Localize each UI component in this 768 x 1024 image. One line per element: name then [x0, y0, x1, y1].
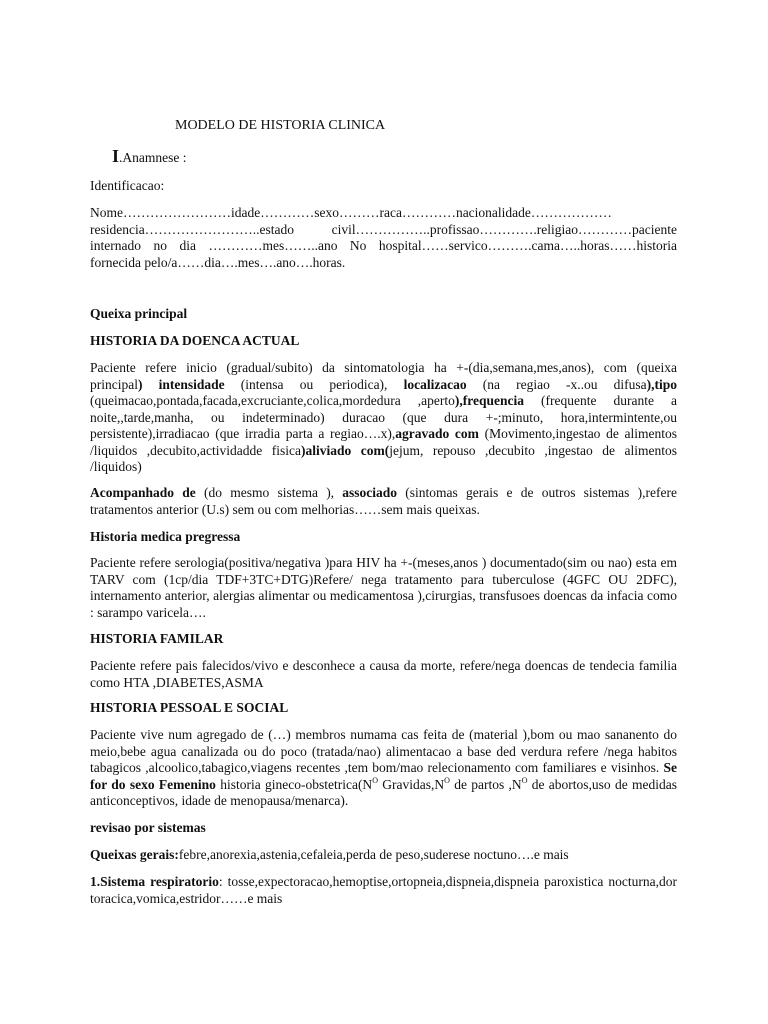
hda-text-1: Paciente refere inicio (gradual/subito) da sintomatologia ha +-(dia,semana,mes,anos), com (queixa principal — [90, 360, 677, 392]
hf-text: Paciente refere pais falecidos/vivo e desconhece a causa da morte, refere/nega doencas de tendecia familia como HTA ,DIABETES,ASMA — [90, 658, 677, 690]
hps-bold-sexo-feminino: Se for do sexo Femenino — [90, 760, 677, 792]
anamnese-label: .Anamnese : — [119, 150, 187, 165]
hda-text-5: (frequente durante a noite,,tarde,manha, ou indeterminado) duracao (que dura +-;minuto, hora,intermintente,ou persistente),irradiacao (que irradia parta a regiao….x), — [90, 393, 677, 441]
acompanhado-paragraph — [90, 485, 677, 518]
queixas-gerais-text: febre,anorexia,astenia,cefaleia,perda de peso,suderese noctuno….e mais — [178, 847, 569, 862]
queixas-gerais-label: Queixas gerais: — [90, 847, 179, 862]
acomp-bold-associado: associado — [342, 485, 398, 500]
queixa-principal-heading: Queixa principal — [90, 306, 188, 321]
hda-text-7: jejum, repouso ,decubito ,ingestao de alimentos /liquidos) — [90, 442, 678, 474]
acomp-bold-acompanhado: Acompanhado de — [90, 485, 196, 500]
hps-fem-text-2: Gravidas,N — [377, 776, 445, 792]
hda-bold-tipo: ),tipo — [646, 376, 678, 392]
queixas-gerais-line — [90, 847, 677, 864]
hps-paragraph — [90, 727, 677, 810]
superscript-o: O — [372, 775, 378, 785]
hda-heading: HISTORIA DA DOENCA ACTUAL — [90, 333, 300, 348]
hps-fem-text-4: de abortos,uso de medidas anticonceptivos, idade de menopausa/menarca). — [90, 776, 678, 808]
superscript-o: O — [444, 775, 450, 785]
hps-fem-text-3: de partos ,N — [449, 776, 522, 792]
hda-text-3: (na regiao -x..ou difusa — [466, 376, 647, 392]
identificacao-text: Nome……………………idade…………sexo………raca…………nacionalidade……………… residencia……………………..estado civil……………..profissao………….religiao…………paciente internado no dia …………mes……..ano No hospital……servico……….cama…..horas……historia fornecida pelo/a……dia….mes….ano….horas. — [90, 205, 677, 270]
acomp-text-2: (sintomas gerais e de outros sistemas ),refere tratamentos anterior (U.s) sem ou com melhorias……sem mais queixas. — [90, 485, 677, 517]
hda-paragraph — [90, 360, 677, 476]
hps-fem-text-1: historia gineco-obstetrica(N — [215, 776, 373, 792]
hda-bold-agravado: agravado com — [395, 426, 479, 441]
hda-bold-aliviado: )aliviado com( — [300, 442, 390, 458]
acomp-text-1: (do mesmo sistema ), — [195, 485, 343, 500]
hda-text-2: (intensa ou periodica), — [224, 376, 404, 392]
identificacao-heading: Identificacao: — [90, 178, 165, 193]
hps-heading: HISTORIA PESSOAL E SOCIAL — [90, 700, 289, 715]
hmp-heading: Historia medica pregressa — [90, 529, 241, 544]
section-roman-numeral: I — [112, 146, 120, 166]
superscript-o: O — [521, 775, 528, 785]
sistema-respiratorio-text: : tosse,expectoracao,hemoptise,ortopneia,dispneia,dispneia paroxistica nocturna,dor toracica,vomica,estridor……e mais — [90, 874, 677, 906]
anamnese-heading — [112, 146, 187, 167]
revisao-heading: revisao por sistemas — [90, 820, 206, 835]
hda-bold-frequencia: ),frequencia — [454, 393, 524, 408]
hda-text-6: (Movimento,ingestao de alimentos /liquidos ,decubito,actividadde fisica — [90, 426, 677, 458]
page-title: MODELO DE HISTORIA CLINICA — [175, 118, 386, 133]
hmp-text: Paciente refere serologia(positiva/negativa )para HIV ha +-(meses,anos ) documentado(sim ou nao) esta em TARV com (1cp/dia TDF+3TC+DTG)Refere/ nega tratamento para tuberculose (4GFC OU 2DFC), internamento anterior, alergias alimentar ou medicamentosa ),cirurgias, transfusoes doencas da infacia como : sarampo varicela…. — [90, 555, 677, 620]
hda-bold-intensidade: ) intensidade — [137, 376, 225, 392]
hps-text: Paciente vive num agregado de (…) membros numama cas feita de (material ),bom ou mao sananento do meio,bebe agua canalizada ou do poco (tratada/nao) alimentacao a base ded verdura refere /nega habitos tabagicos ,alcoolico,tabagico,viagens recentes ,tem bom/mao relecionamento com familiares e visinhos. — [90, 727, 677, 775]
hda-text-4: (queimacao,pontada,facada,excruciante,colica,mordedura ,aperto — [90, 393, 455, 408]
hda-bold-localizacao: localizacao — [403, 376, 467, 392]
sistema-respiratorio-label: 1.Sistema respiratorio — [90, 874, 219, 889]
sistema-respiratorio-paragraph — [90, 874, 677, 907]
hf-heading: HISTORIA FAMILAR — [90, 631, 224, 646]
